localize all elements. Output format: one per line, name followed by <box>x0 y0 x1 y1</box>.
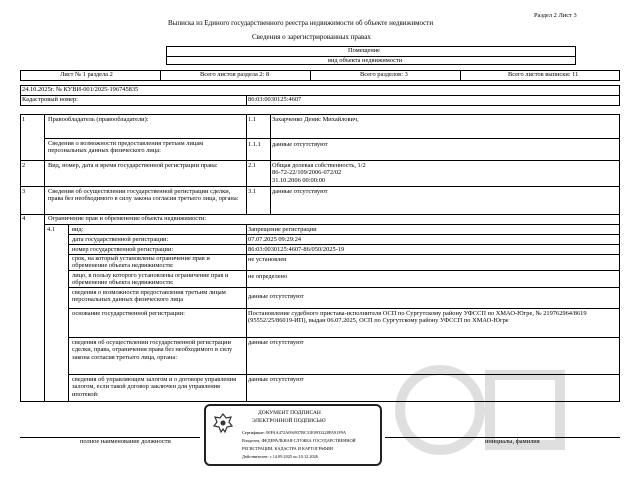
row-2-number: 2 <box>22 162 26 169</box>
date-number: 24.10.2025г. № КУВИ-001/2025-196745835 <box>22 86 139 93</box>
third-party-data-label: сведения о возможности предоставления третьим лицам персональных данных физического лица <box>72 289 226 304</box>
document-title: Выписка из Единого государственного реестра недвижимости об объекте недвижимости <box>168 19 434 27</box>
object-type-caption: вид объекта недвижимости <box>328 57 403 64</box>
beneficiary-label: лицо, в пользу которого установлены ограничение прав и обременение объекта недвижимости: <box>72 272 229 287</box>
total-sections: Всего разделов: 3 <box>360 71 408 78</box>
right-holder-label: Правообладатель (правообладатели): <box>48 116 149 123</box>
stamp-title: ДОКУМЕНТ ПОДПИСАН <box>258 410 321 416</box>
registration-number: 86-72-22/109/2006-072/02 <box>272 169 342 176</box>
row-3-number: 3 <box>22 188 26 195</box>
name-caption: инициалы, фамилия <box>485 438 540 445</box>
restriction-subnumber: 4.1 <box>47 226 55 233</box>
deal-consent-label: сведения об осуществлении государственной регистрации сделки, права, ограничения права без необходимого в силу закона согласия третьего лица, органа: <box>72 339 233 361</box>
personal-data-value: данные отсутствуют <box>272 141 328 148</box>
restrictions-label: Ограничение прав и обременение объекта недвижимости: <box>48 215 207 222</box>
deal-consent-value: данные отсутствуют <box>248 339 304 346</box>
stamp-owner-line2: РЕГИСТРАЦИИ, КАДАСТРА И КАРТОГРАФИИ <box>242 446 333 451</box>
stamp-subtitle: ЭЛЕКТРОННОЙ ПОДПИСЬЮ <box>252 418 326 424</box>
stamp-owner-line1: Владелец: ФЕДЕРАЛЬНАЯ СЛУЖБА ГОСУДАРСТВЕННОЙ <box>242 438 356 443</box>
section-sheet-label: Раздел 2 Лист 3 <box>534 12 577 19</box>
personal-data-label: Сведения о возможности предоставления третьим лицам персональных данных физического лица: <box>48 140 204 155</box>
document-subtitle: Сведения о зарегистрированных правах <box>252 33 371 41</box>
third-party-data-value: данные отсутствуют <box>248 293 304 300</box>
restriction-term-label: срок, на который установлены ограничение прав и обременение объекта недвижимости: <box>72 255 210 270</box>
ownership-type: Общая долевая собственность, 1/2 <box>272 162 366 169</box>
restriction-number-label: номер государственной регистрации: <box>72 246 174 253</box>
cadastral-number: 86:03:0030125:4607 <box>248 96 302 103</box>
watermark-emblem <box>380 360 580 460</box>
restriction-number-value: 86:03:0030125:4607-86/050/2025-19 <box>248 246 345 253</box>
row-1-number: 1 <box>22 116 26 123</box>
deal-registration-subnumber: 3.1 <box>248 188 256 195</box>
row-4-number: 4 <box>22 215 26 222</box>
stamp-validity: Действителен: с 14.09.2025 по 10.12.2026 <box>242 454 318 459</box>
beneficiary-value: не определено <box>248 273 288 280</box>
electronic-signature-stamp <box>204 404 382 466</box>
deal-registration-value: данные отсутствуют <box>272 188 328 195</box>
basis-value: Постановление судебного пристава-исполнителя ОСП по Сургутскому району УФССП по ХМАО-Югре, № 219762964/8619 (95552/25/86019-ИП), выдан 06.07.2025, ОСП по Сургутскому району УФССП по ХМАО-Югре <box>248 310 587 325</box>
deal-registration-label: Сведения об осуществлении государственной регистрации сделки, права без необходимого в силу закона согласия третьего лица, органа: <box>48 188 239 203</box>
restriction-kind-label: вид: <box>72 226 84 233</box>
pledge-manager-value: данные отсутствуют <box>248 376 304 383</box>
object-type-value: Помещение <box>348 47 381 54</box>
personal-data-subnumber: 1.1.1 <box>248 141 261 148</box>
position-caption: полное наименование должности <box>80 438 171 445</box>
total-sheets: Всего листов выписки: 11 <box>508 71 579 78</box>
restriction-date-value: 07.07.2025 09:29:24 <box>248 236 302 243</box>
cadastral-label: Кадастровый номер: <box>22 96 78 103</box>
stamp-certificate: Сертификат: 00FAA472A094937BC31E0933228FA91F9A <box>242 430 346 435</box>
pledge-manager-label: сведения об управляющем залогом и о договоре управления залогом, если такой договор заключен для управления ипотекой: <box>72 376 237 398</box>
sheet-number: Лист № 1 раздела 2 <box>60 71 113 78</box>
restriction-term-value: не установлен <box>248 256 287 263</box>
right-holder-name: Захарченко Денис Михайлович, <box>272 116 359 123</box>
right-holder-subnumber: 1.1 <box>248 116 256 123</box>
registration-date: 31.10.2006 00:00:00 <box>272 177 326 184</box>
restriction-kind-value: Запрещение регистрации <box>248 226 317 233</box>
restriction-date-label: дата государственной регистрации: <box>72 236 169 243</box>
registration-subnumber: 2.1 <box>248 162 256 169</box>
registration-label: Вид, номер, дата и время государственной регистрации права: <box>48 162 218 169</box>
emblem-icon <box>212 412 234 436</box>
total-sheets-section: Всего листов раздела 2: 8 <box>200 71 270 78</box>
basis-label: основание государственной регистрации: <box>72 310 185 317</box>
